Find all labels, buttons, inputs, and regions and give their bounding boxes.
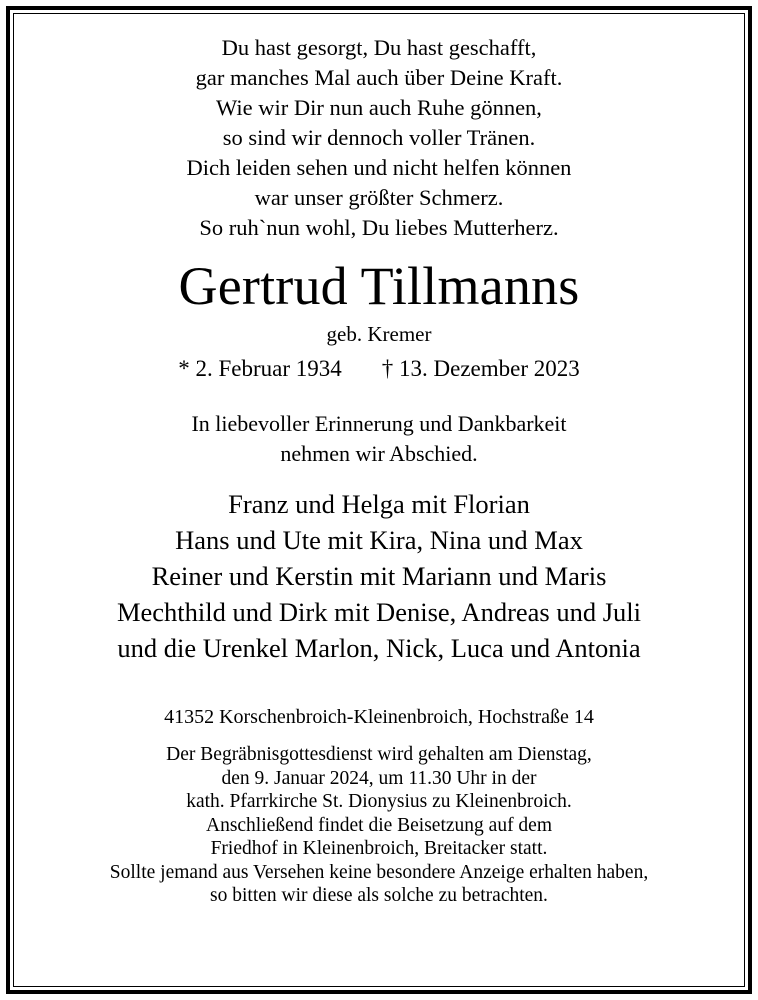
poem-line: war unser größter Schmerz.: [254, 185, 504, 210]
poem-line: Du hast gesorgt, Du hast geschafft,: [221, 35, 537, 60]
service-line: den 9. Januar 2024, um 11.30 Uhr in der: [221, 767, 537, 789]
service-line: kath. Pfarrkirche St. Dionysius zu Kleinenbroich.: [186, 791, 572, 812]
farewell-line: nehmen wir Abschied.: [280, 441, 478, 466]
poem-line: gar manches Mal auch über Deine Kraft.: [195, 65, 563, 90]
funeral-service-info: [20, 743, 738, 908]
obituary-notice: [20, 0, 738, 908]
mourner-line: Hans und Ute mit Kira, Nina und Max: [175, 525, 583, 555]
mourners-list: [20, 486, 738, 666]
poem-line: Wie wir Dir nun auch Ruhe gönnen,: [216, 95, 542, 120]
service-line: Sollte jemand aus Versehen keine besondere Anzeige erhalten haben,: [109, 861, 649, 883]
mourning-address: 41352 Korschenbroich-Kleinenbroich, Hochstraße 14: [164, 706, 594, 728]
life-dates: [20, 354, 738, 384]
farewell-line: In liebevoller Erinnerung und Dankbarkeit: [191, 411, 567, 436]
service-line: Anschließend findet die Beisetzung auf dem: [205, 814, 553, 836]
service-line: Friedhof in Kleinenbroich, Breitacker statt.: [210, 838, 548, 859]
poem-line: so sind wir dennoch voller Tränen.: [222, 125, 536, 150]
mourner-line: Reiner und Kerstin mit Mariann und Maris: [151, 561, 607, 591]
birth-date: * 2. Februar 1934: [178, 356, 342, 381]
service-line: so bitten wir diese als solche zu betrachten.: [210, 885, 548, 906]
poem-line: Dich leiden sehen und nicht helfen können: [186, 155, 572, 180]
farewell-text: [20, 409, 738, 469]
mourner-line: Mechthild und Dirk mit Denise, Andreas und Juli: [116, 597, 642, 627]
service-line: Der Begräbnisgottesdienst wird gehalten am Dienstag,: [166, 744, 592, 765]
poem-line: So ruh`nun wohl, Du liebes Mutterherz.: [199, 215, 559, 240]
deceased-name: Gertrud Tillmanns: [178, 256, 580, 316]
maiden-name: geb. Kremer: [326, 322, 432, 346]
memorial-poem: [20, 33, 738, 243]
mourner-line: Franz und Helga mit Florian: [228, 489, 530, 519]
mourner-line: und die Urenkel Marlon, Nick, Luca und Antonia: [117, 633, 641, 663]
death-date: † 13. Dezember 2023: [381, 356, 580, 381]
